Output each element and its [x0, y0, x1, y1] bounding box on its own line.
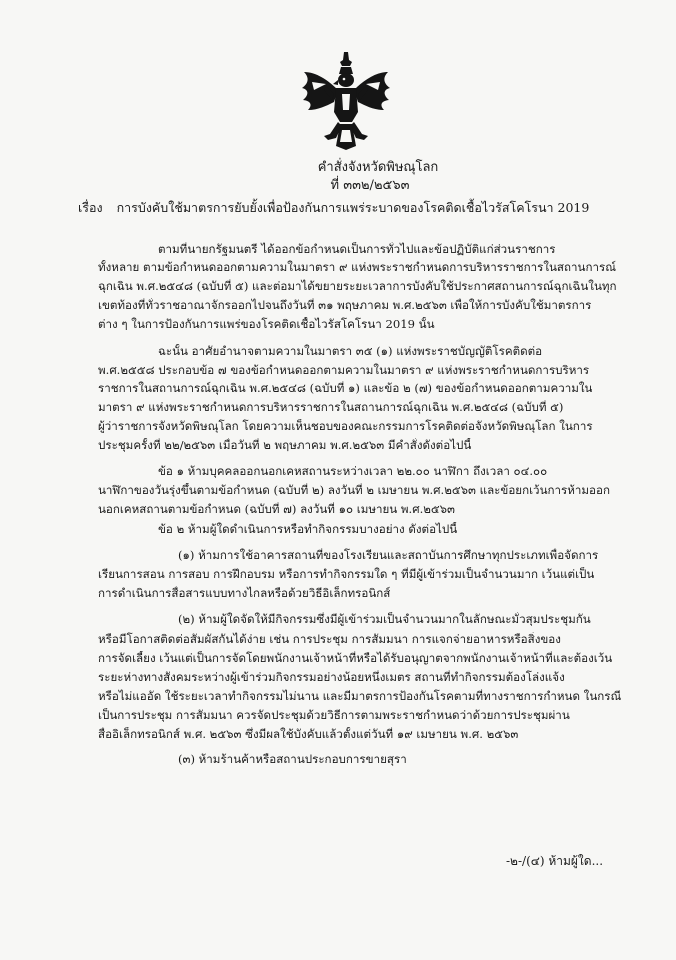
body-line: ต่าง ๆ ในการป้องกันการแพร่ของโรคติดเชื้อไวรัสโคโรนา 2019 นั้น [98, 317, 435, 331]
order-number-label: ที่ [330, 178, 340, 193]
body-line: ข้อ ๑ ห้ามบุคคลออกนอกเคหสถานระหว่างเวลา ๒๒.๐๐ นาฬิกา ถึงเวลา ๐๔.๐๐ [158, 464, 548, 478]
body-line: ฉุกเฉิน พ.ศ.๒๕๔๘ (ฉบับที่ ๕) และต่อมาได้ขยายระยะเวลาการบังคับใช้ประกาศสถานการณ์ฉุกเฉินในทุก [98, 279, 617, 293]
body-line: เขตท้องที่ทั่วราชอาณาจักรออกไปจนถึงวันที่ ๓๑ พฤษภาคม พ.ศ.๒๕๖๓ เพื่อให้การบังคับใช้มาตรการ [98, 298, 592, 312]
body-line: เรียนการสอน การสอบ การฝึกอบรม หรือการทำกิจกรรมใด ๆ ที่มีผู้เข้าร่วมเป็นจำนวนมาก เว้นแต่เป็น [98, 567, 595, 581]
subject-line [78, 198, 589, 218]
body-line: เป็นการประชุม การสัมมนา ควรจัดประชุมด้วยวิธีการตามพระราชกำหนดว่าด้วยการประชุมผ่าน [98, 708, 570, 722]
body-line: (๓) ห้ามร้านค้าหรือสถานประกอบการขายสุรา [178, 752, 407, 766]
body-line: หรือไม่แออัด ใช้ระยะเวลาทำกิจกรรมไม่นาน และมีมาตรการป้องกันโรคตามที่ทางราชการกำหนด ในกรณี [98, 689, 622, 703]
body-line: ฉะนั้น อาศัยอำนาจตามความในมาตรา ๓๕ (๑) แห่งพระราชบัญญัติโรคติดต่อ [158, 344, 543, 358]
body-line: ข้อ ๒ ห้ามผู้ใดดำเนินการหรือทำกิจกรรมบางอย่าง ดังต่อไปนี้ [158, 522, 458, 536]
body-line: การจัดเลี้ยง เว้นแต่เป็นการจัดโดยพนักงานเจ้าหน้าที่หรือได้รับอนุญาตจากพนักงานเจ้าหน้าที่และต้องเว้น [98, 651, 613, 665]
garuda-emblem-icon [300, 50, 392, 152]
body-line: การดำเนินการสื่อสารแบบทางไกลหรือด้วยวิธีอิเล็กทรอนิกส์ [98, 586, 391, 600]
page-continuation: -๒-/(๔) ห้ามผู้ใด... [506, 854, 604, 868]
body-line: สื่ออิเล็กทรอนิกส์ พ.ศ. ๒๕๖๓ ซึ่งมีผลใช้บังคับแล้วตั้งแต่วันที่ ๑๙ เมษายน พ.ศ. ๒๕๖๓ [98, 727, 519, 741]
subject-text: การบังคับใช้มาตรการยับยั้งเพื่อป้องกันการแพร่ระบาดของโรคติดเชื้อไวรัสโคโรนา 2019 [116, 200, 590, 215]
order-number-value: ๓๓๒/๒๕๖๓ [343, 178, 410, 193]
body-line: ระยะห่างทางสังคมระหว่างผู้เข้าร่วมกิจกรรมอย่างน้อยหนึ่งเมตร สถานที่ทำกิจกรรมต้องโล่งแจ้ง [98, 670, 565, 684]
body-line: พ.ศ.๒๕๕๘ ประกอบข้อ ๗ ของข้อกำหนดออกตามความในมาตรา ๙ แห่งพระราชกำหนดการบริหาร [98, 363, 590, 377]
body-line: นอกเคหสถานตามข้อกำหนด (ฉบับที่ ๗) ลงวันที่ ๑๐ เมษายน พ.ศ.๒๕๖๓ [98, 502, 455, 516]
order-number [32, 178, 676, 194]
body-line: ทั้งหลาย ตามข้อกำหนดออกตามความในมาตรา ๙ แห่งพระราชกำหนดการบริหารราชการในสถานการณ์ [98, 260, 616, 274]
subject-label: เรื่อง [78, 200, 103, 215]
body-line: ตามที่นายกรัฐมนตรี ได้ออกข้อกำหนดเป็นการทั่วไปและข้อปฏิบัติแก่ส่วนราชการ [158, 242, 556, 256]
body-line: ราชการในสถานการณ์ฉุกเฉิน พ.ศ.๒๕๔๘ (ฉบับที่ ๑) และข้อ ๒ (๗) ของข้อกำหนดออกตามความใน [98, 381, 593, 395]
body-line: มาตรา ๙ แห่งพระราชกำหนดการบริหารราชการในสถานการณ์ฉุกเฉิน พ.ศ.๒๕๔๘ (ฉบับที่ ๕) [98, 400, 564, 414]
body-line: ประชุมครั้งที่ ๒๒/๒๕๖๓ เมื่อวันที่ ๒ พฤษภาคม พ.ศ.๒๕๖๓ มีคำสั่งดังต่อไปนี้ [98, 438, 472, 452]
body-line: (๑) ห้ามการใช้อาคารสถานที่ของโรงเรียนและสถาบันการศึกษาทุกประเภทเพื่อจัดการ [178, 548, 599, 562]
body-line: นาฬิกาของวันรุ่งขึ้นตามข้อกำหนด (ฉบับที่ ๒) ลงวันที่ ๒ เมษายน พ.ศ.๒๕๖๓ และข้อยกเว้นการห้ามออก [98, 483, 610, 497]
order-title: คำสั่งจังหวัดพิษณุโลก [317, 160, 439, 175]
body-line: หรือมีโอกาสติดต่อสัมผัสกันได้ง่าย เช่น การประชุม การสัมมนา การแจกจ่ายอาหารหรือสิ่งของ [98, 632, 561, 646]
body-line: ผู้ว่าราชการจังหวัดพิษณุโลก โดยความเห็นชอบของคณะกรรมการโรคติดต่อจังหวัดพิษณุโลก ในการ [98, 419, 593, 433]
body-line: (๒) ห้ามผู้ใดจัดให้มีกิจกรรมซึ่งมีผู้เข้าร่วมเป็นจำนวนมากในลักษณะมั่วสุมประชุมกัน [178, 612, 591, 626]
